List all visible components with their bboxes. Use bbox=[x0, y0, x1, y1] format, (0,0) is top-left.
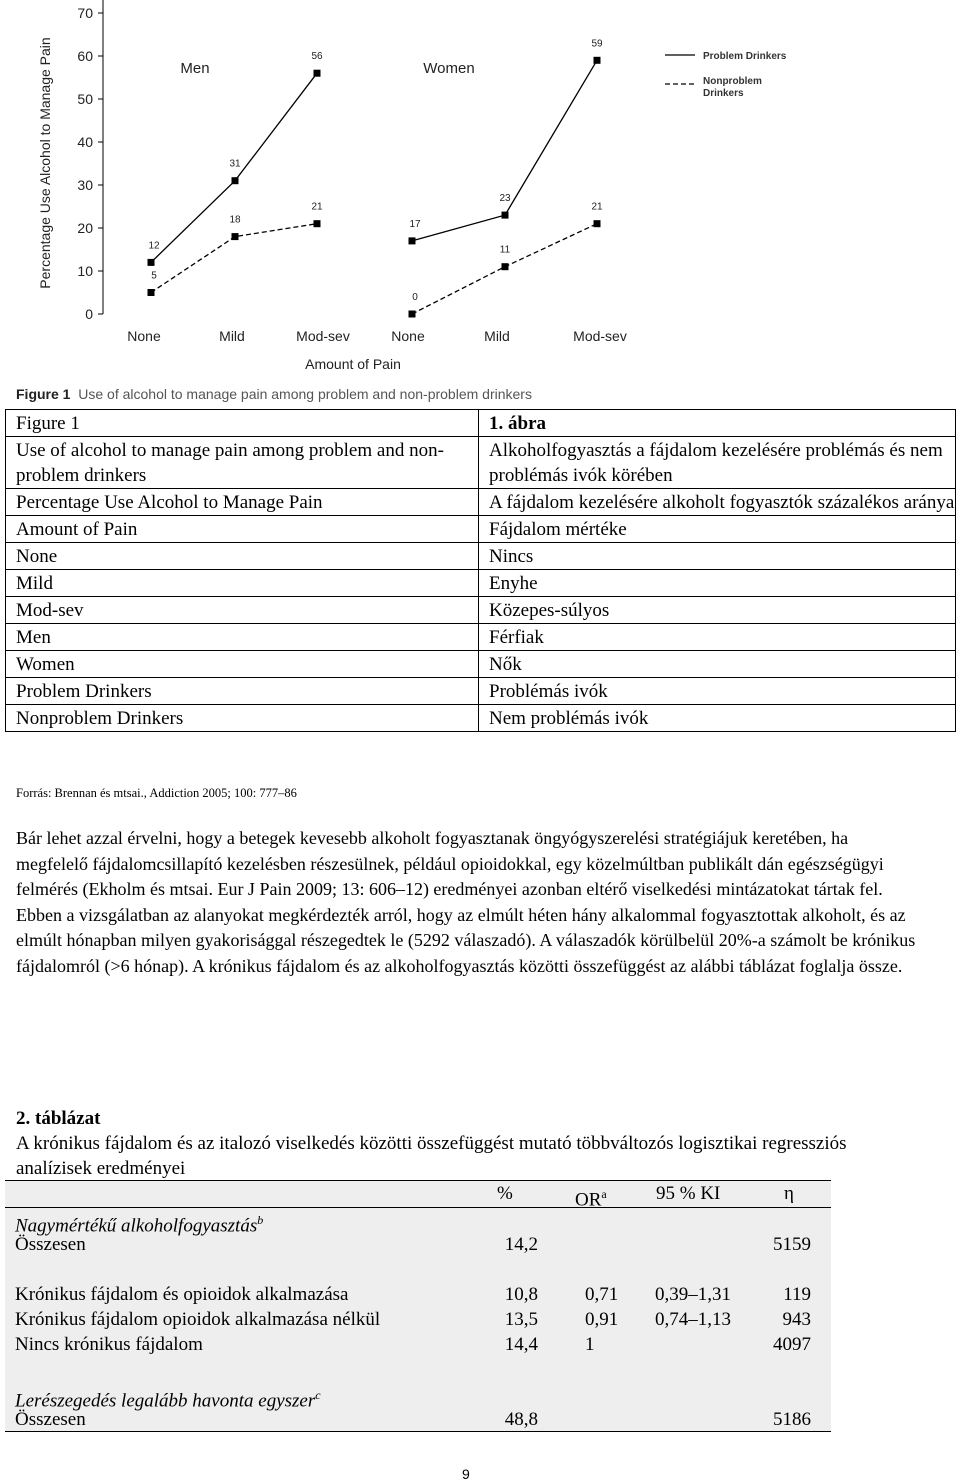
legend-problem-drinkers: Problem Drinkers bbox=[703, 51, 787, 62]
glossary-english: Amount of Pain bbox=[6, 516, 479, 543]
data-point bbox=[409, 311, 416, 318]
table-rule-top bbox=[5, 1180, 831, 1181]
x-tick-label: Mild bbox=[219, 328, 245, 344]
glossary-hungarian: Alkoholfogyasztás a fájdalom kezelésére problémás és nem problémás ivók körében bbox=[479, 437, 956, 489]
y-tick-label: 50 bbox=[77, 91, 93, 107]
table2-label: 2. táblázat bbox=[16, 1108, 101, 1129]
glossary-row bbox=[6, 651, 956, 678]
glossary-english: Men bbox=[6, 624, 479, 651]
glossary-row bbox=[6, 705, 956, 732]
row-pct: 48,8 bbox=[504, 1409, 538, 1430]
data-label: 18 bbox=[229, 214, 241, 226]
row-or: 0,91 bbox=[585, 1309, 619, 1330]
glossary-row bbox=[6, 410, 956, 437]
glossary-row bbox=[6, 597, 956, 624]
data-point bbox=[502, 212, 509, 219]
y-tick-label: 70 bbox=[77, 5, 93, 21]
row-n: 4097 bbox=[773, 1334, 811, 1355]
y-tick-label: 20 bbox=[77, 220, 93, 236]
row-label: Krónikus fájdalom opioidok alkalmazása nélkül bbox=[15, 1309, 381, 1330]
section-binge-monthly bbox=[15, 1383, 321, 1413]
glossary-hungarian: Férfiak bbox=[479, 624, 956, 651]
glossary-english: None bbox=[6, 543, 479, 570]
figure-caption-label: Figure 1 bbox=[16, 386, 71, 402]
table2-heading bbox=[16, 1106, 916, 1181]
glossary-hungarian: Problémás ivók bbox=[479, 678, 956, 705]
results-table bbox=[5, 1180, 831, 1432]
panel-title: Women bbox=[423, 60, 475, 77]
legend-nonproblem-drinkers: Nonproblem Drinkers bbox=[703, 76, 762, 99]
glossary-table bbox=[5, 409, 956, 732]
glossary-english: Problem Drinkers bbox=[6, 678, 479, 705]
table-rule-bottom bbox=[5, 1431, 831, 1432]
data-label: 21 bbox=[591, 201, 603, 213]
glossary-row bbox=[6, 437, 956, 489]
data-point bbox=[502, 263, 509, 270]
row-pct: 13,5 bbox=[504, 1309, 538, 1330]
y-tick-label: 30 bbox=[77, 177, 93, 193]
page-number: 9 bbox=[462, 1466, 470, 1482]
y-tick-label: 40 bbox=[77, 134, 93, 150]
row-pct: 14,4 bbox=[504, 1334, 538, 1355]
glossary-english: Mod-sev bbox=[6, 597, 479, 624]
glossary-english: Use of alcohol to manage pain among problem and non-problem drinkers bbox=[6, 437, 479, 489]
source-citation: Forrás: Brennan és mtsai., Addiction 2005; 100: 777–86 bbox=[16, 786, 297, 800]
glossary-row bbox=[6, 489, 956, 516]
section-heavy-drinking-sup: b bbox=[257, 1213, 264, 1227]
data-point bbox=[314, 70, 321, 77]
data-label: 12 bbox=[148, 240, 160, 252]
data-point bbox=[232, 177, 239, 184]
row-label: Összesen bbox=[15, 1409, 86, 1430]
x-tick-label: Mod-sev bbox=[573, 328, 627, 344]
figure-caption bbox=[16, 386, 532, 402]
glossary-english: Figure 1 bbox=[6, 410, 479, 437]
x-tick-label: Mild bbox=[484, 328, 510, 344]
glossary-hungarian: Közepes-súlyos bbox=[479, 597, 956, 624]
header-percent: % bbox=[497, 1183, 513, 1204]
glossary-hungarian: Enyhe bbox=[479, 570, 956, 597]
row-n: 5186 bbox=[773, 1409, 811, 1430]
glossary-row bbox=[6, 570, 956, 597]
y-axis-label: Percentage Use Alcohol to Manage Pain bbox=[37, 37, 53, 289]
glossary-english: Nonproblem Drinkers bbox=[6, 705, 479, 732]
glossary-hungarian: Nők bbox=[479, 651, 956, 678]
data-label: 59 bbox=[591, 38, 603, 50]
glossary-hungarian: Nincs bbox=[479, 543, 956, 570]
header-or-text: OR bbox=[575, 1189, 602, 1211]
glossary-hungarian: Fájdalom mértéke bbox=[479, 516, 956, 543]
row-n: 5159 bbox=[773, 1234, 811, 1255]
glossary-hungarian: A fájdalom kezelésére alkoholt fogyasztók százalékos aránya bbox=[479, 489, 956, 516]
x-tick-label: None bbox=[127, 328, 161, 344]
header-ci: 95 % KI bbox=[656, 1183, 721, 1204]
x-axis-label: Amount of Pain bbox=[305, 356, 401, 372]
row-ci: 0,74–1,13 bbox=[655, 1309, 731, 1330]
data-label: 0 bbox=[412, 292, 418, 303]
figure-caption-text: Use of alcohol to manage pain among problem and non-problem drinkers bbox=[78, 386, 532, 402]
glossary-row bbox=[6, 543, 956, 570]
data-label: 17 bbox=[409, 218, 421, 230]
header-n: η bbox=[784, 1183, 794, 1204]
glossary-english: Mild bbox=[6, 570, 479, 597]
row-or: 1 bbox=[585, 1334, 595, 1355]
header-or bbox=[575, 1182, 607, 1212]
data-point bbox=[148, 259, 155, 266]
glossary-english: Women bbox=[6, 651, 479, 678]
data-point bbox=[409, 237, 416, 244]
row-n: 119 bbox=[783, 1284, 811, 1305]
data-label: 21 bbox=[311, 201, 323, 213]
row-pct: 14,2 bbox=[504, 1234, 538, 1255]
row-n: 943 bbox=[782, 1309, 811, 1330]
section-binge-monthly-sup: c bbox=[315, 1388, 321, 1402]
x-tick-label: Mod-sev bbox=[296, 328, 350, 344]
glossary-row bbox=[6, 516, 956, 543]
table2-title: A krónikus fájdalom és az italozó viselkedés közötti összefüggést mutató többváltozós logisztikai regressziós analízisek eredményei bbox=[16, 1133, 847, 1179]
row-label: Krónikus fájdalom és opioidok alkalmazása bbox=[15, 1284, 349, 1305]
glossary-row bbox=[6, 624, 956, 651]
row-label: Nincs krónikus fájdalom bbox=[15, 1334, 203, 1355]
y-tick-label: 60 bbox=[77, 48, 93, 64]
glossary-hungarian: Nem problémás ivók bbox=[479, 705, 956, 732]
data-point bbox=[594, 57, 601, 64]
data-label: 56 bbox=[311, 51, 323, 63]
row-label: Összesen bbox=[15, 1234, 86, 1255]
data-point bbox=[314, 220, 321, 227]
glossary-hungarian: 1. ábra bbox=[479, 410, 956, 437]
body-paragraph: Bár lehet azzal érvelni, hogy a betegek kevesebb alkoholt fogyasztanak öngyógyszerelési stratégiájuk keretében, ha megfelelő fájdalomcsillapító kezelésben részesülnek, például opioidokkal, egy közelmúltban publikált dán egészségügyi felmérés (Ekholm és mtsai. Eur J Pain 2009; 13: 606–12) eredményei azonban eltérő viselkedési mintázatokat tártak fel. Ebben a vizsgálatban az alanyokat megkérdezték arról, hogy az elmúlt héten hány alkalommal fogyasztottak alkoholt, és az elmúlt hónapban milyen gyakorisággal részegedtek le (5292 válaszadó). A válaszadók körülbelül 20%-a számolt be krónikus fájdalomról (>6 hónap). A krónikus fájdalom és az alkoholfogyasztás közötti összefüggést az alábbi táblázat foglalja össze. bbox=[16, 828, 916, 976]
section-binge-monthly-label: Lerészegedés legalább havonta egyszer bbox=[15, 1390, 316, 1412]
header-or-sup: a bbox=[601, 1187, 607, 1201]
row-or: 0,71 bbox=[585, 1284, 619, 1305]
data-label: 11 bbox=[499, 244, 511, 256]
x-tick-label: None bbox=[391, 328, 425, 344]
data-label: 5 bbox=[151, 270, 157, 282]
section-heavy-drinking-label: Nagymértékű alkoholfogyasztás bbox=[15, 1215, 258, 1237]
glossary-row bbox=[6, 678, 956, 705]
data-point bbox=[594, 220, 601, 227]
row-ci: 0,39–1,31 bbox=[655, 1284, 731, 1305]
data-label: 23 bbox=[499, 193, 511, 205]
y-tick-label: 10 bbox=[77, 263, 93, 279]
row-pct: 10,8 bbox=[504, 1284, 538, 1305]
data-point bbox=[232, 233, 239, 240]
panel-title: Men bbox=[180, 60, 210, 77]
line-chart bbox=[0, 0, 960, 384]
glossary-english: Percentage Use Alcohol to Manage Pain bbox=[6, 489, 479, 516]
data-point bbox=[148, 289, 155, 296]
data-label: 31 bbox=[229, 158, 241, 170]
y-tick-label: 0 bbox=[85, 306, 93, 322]
